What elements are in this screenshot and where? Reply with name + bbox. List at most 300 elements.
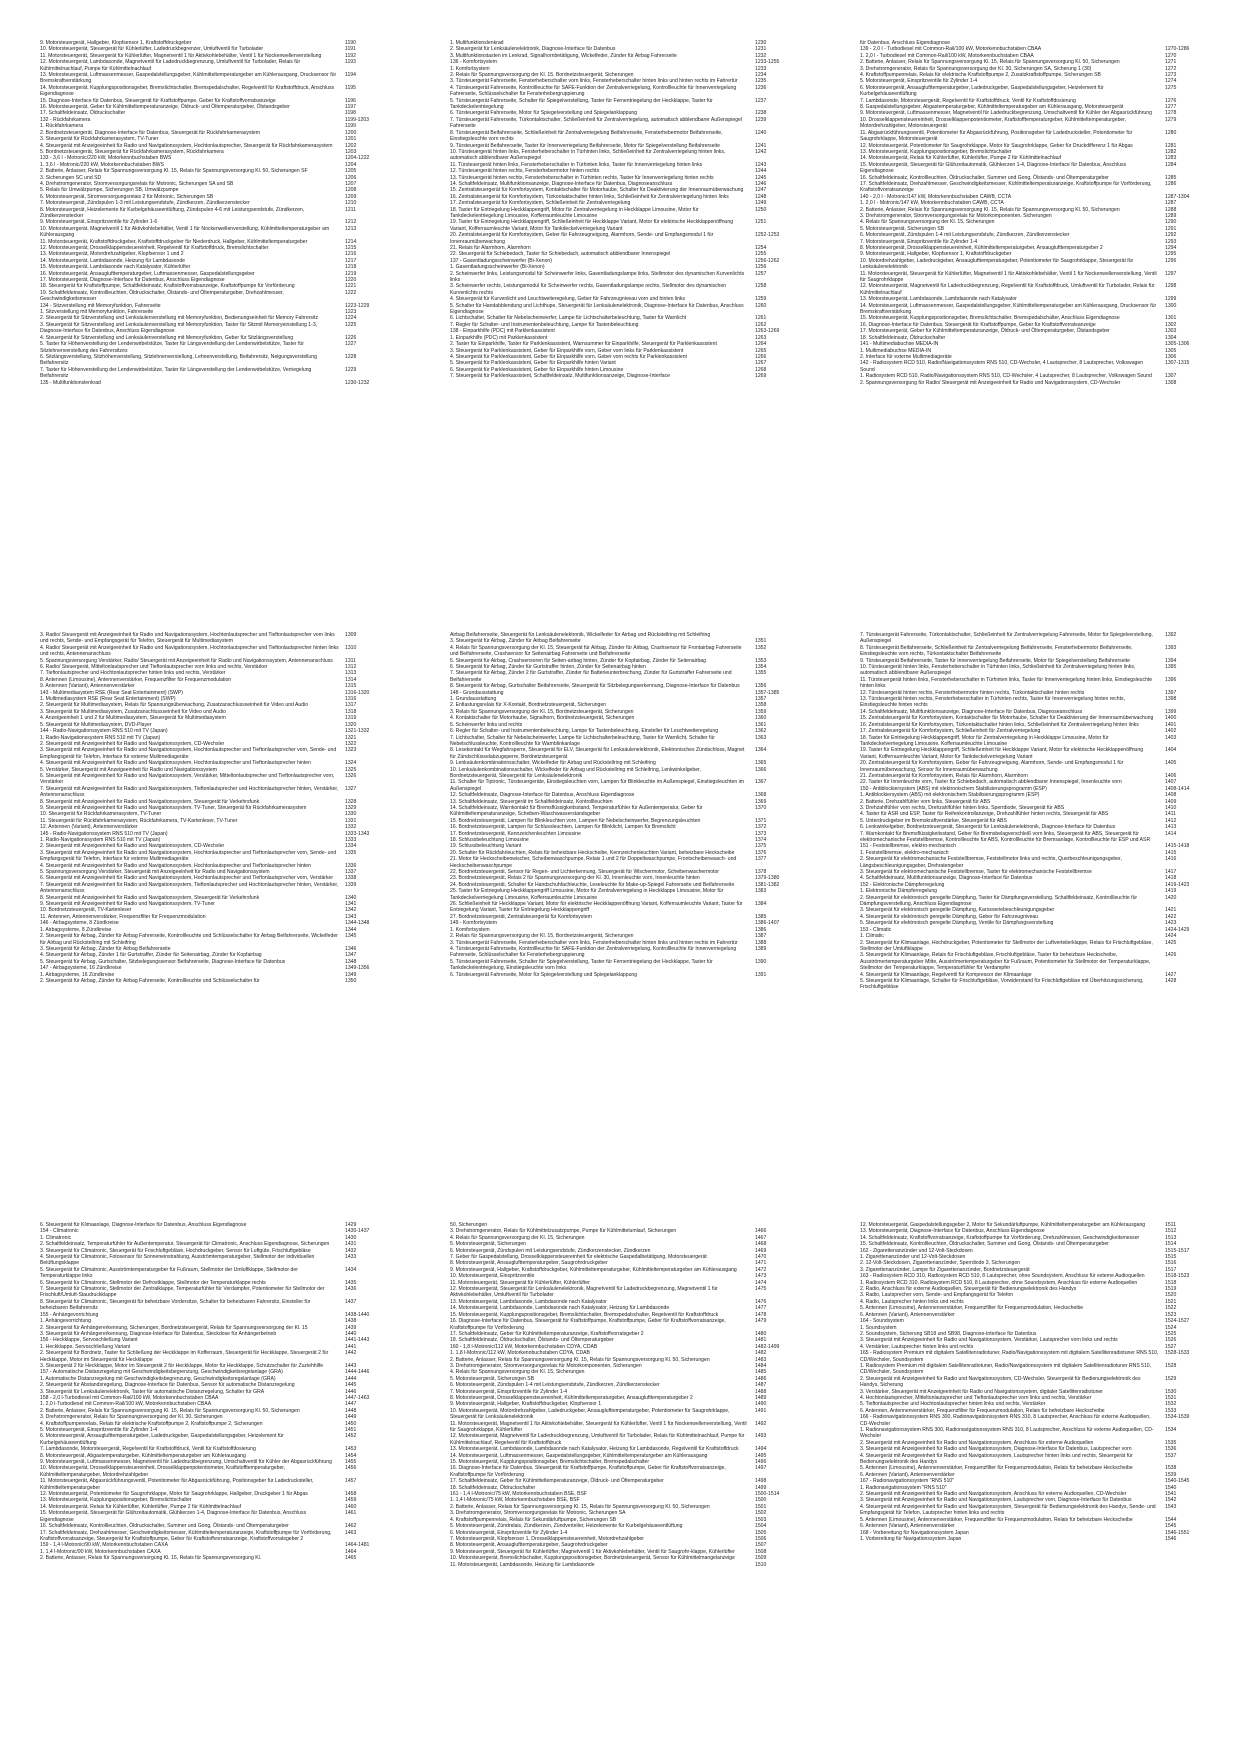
entry-page: 1282: [1165, 148, 1177, 155]
entry-page: 1496: [755, 1459, 767, 1466]
entry-page: 1230: [755, 40, 767, 46]
entry-title: 3. Drehstromgenerator, Relais für Spannungsversorgung der Kl. 30, Sicherungen SA, Sicherung 1 (30): [860, 65, 1092, 72]
entry-page: 1423: [1165, 920, 1177, 927]
index-entry: [40, 747, 395, 760]
entry-page: 1248: [755, 193, 767, 200]
index-entry: [40, 786, 395, 799]
entry-page: 1404: [1165, 747, 1177, 754]
entry-title: 2. Relais für Spannungsversorgung der Kl. 15, Bordnetzsteuergerät, Sicherungen: [450, 933, 634, 940]
entry-title: 18. Steuergerät für Kraftstoffpumpe, Schaltfeldeinsatz, Kraftstoffvorratsanzeige, Kraftstoffpumpe für Vorförderung: [40, 283, 295, 290]
entry-title: 4. Drehstromgenerator, Stromversorgungsrelais für Motronic, Sicherungen SA und SB: [40, 180, 234, 187]
entry-title: 10. Steuergerät für Rückfahrkamerasystem, TV-Tuner: [40, 811, 162, 818]
entry-page: 1295: [1165, 251, 1177, 258]
index-entry: [860, 380, 1215, 386]
entry-page: 1408-1414: [1165, 785, 1190, 792]
index-entry: [40, 1510, 395, 1523]
entry-page: 1274: [1165, 78, 1177, 85]
entry-title: 11. Motorsteuergerät, Steuergerät für Kühlerlüfter, Magnetventil 1 für Aktivkohlebehälter, Ventil 1 für Nockenwellenverstellung, Ventil für Saugrohrklappe: [860, 270, 1157, 284]
entry-title: 5. Spannungsversorgung Verstärker, Steuergerät mit Anzeigeeinheit für Radio und Navigationssystem: [40, 869, 270, 876]
entry-page: 1386-1407: [755, 920, 780, 927]
entry-title: 9. Motorsteuergerät, Hallgeber, Klopfsensor 1, Kraftstoffdruckgeber: [40, 40, 192, 46]
entry-title: 12. Türsteuergerät hinten rechts, Fensterhebermotor hinten rechts, Türkontaktschalter hinten rechts: [860, 689, 1085, 696]
entry-title: 19. Schlussbeleuchtung Variant: [450, 843, 522, 850]
entry-page: 1521: [1165, 1298, 1177, 1305]
index-entry: [40, 850, 395, 863]
entry-page: 1463: [345, 1529, 357, 1536]
index-entry: [860, 360, 1215, 373]
entry-title: 3. Steuergerät mit Anzeigeeinheit für Radio und Navigationssystem, Hochtonlautsprecher und Tieftonlautsprecher vorn, Sende- und Empfangsgerät für Telefon, Interface für externe Multimediageräte: [40, 849, 337, 863]
entry-title: 10. Türsteuergerät hinten links, Fensterheberschalter in Türhinten links, Schließeinheit für Zentralverriegelung hinten links, automatisch abblendbarer Außenspiegel: [860, 664, 1136, 677]
entry-page: 1455: [345, 1459, 357, 1466]
entry-title: 9. Türsteuergerät Beifahrerseite, Taster für Innenverriegelung Beifahrerseite, Motor für Spiegelverstellung Beifahrerseite: [860, 657, 1130, 664]
index-entry: [40, 1433, 395, 1446]
index-entry: [860, 895, 1215, 908]
entry-title: 15. Motorsteuergerät, Kupplungspositionsgeber, Bremslichtschalter, Bremspedalschalter: [450, 1459, 650, 1466]
entry-page: 1335: [345, 849, 357, 856]
entry-page: 1410: [1165, 804, 1177, 811]
entry-title: 13. Motorsteuergerät, Kupplungspositionsgeber, Bremslichtschalter: [40, 1497, 192, 1504]
entry-page: 1376: [755, 849, 767, 856]
entry-page: 1206: [345, 174, 357, 181]
index-entry: [860, 271, 1215, 284]
entry-page: 1256-1262: [755, 257, 780, 264]
entry-page: 1244: [755, 168, 767, 175]
entry-title: 5. Tieftonlautsprecher und Hochtonlautsprecher hinten links und rechts, Verstärker: [860, 1401, 1046, 1408]
entry-page: 1511: [1165, 1222, 1176, 1228]
entry-page: 1211: [345, 206, 356, 213]
entry-page: 1191: [345, 46, 356, 53]
entry-title: 1. Komfortsystem: [450, 926, 490, 933]
entry-title: 1. Elektronische Dämpferregelung: [860, 888, 938, 895]
entry-title: 1. 2,0 l-Turbodiesel mit Common-Rail/100 kW, Motorkennbuchstaben CBAA: [40, 1401, 212, 1408]
entry-title: 149 - Komfortsystem: [450, 920, 497, 927]
entry-page: 1216: [345, 251, 357, 258]
entry-title: 14. Motorsteuergerät, Luftmassenmesser, Gaspedalstellungsgeber, Kühlmitteltemperaturgeber am Kühlerausgang: [450, 1452, 708, 1459]
entry-page: 1266: [755, 353, 767, 360]
entry-title: 13. Türsteuergerät hinten rechts, Fensterheberschalter in Türhinten rechts, Taster für Innenverriegelung hinten rechts, Einstiegsleuchte hinten rechts: [860, 696, 1126, 709]
entry-title: 4. Steuergerät für elektronisch geregelte Dämpfung, Geber für Fahrzeugniveau: [860, 913, 1039, 920]
entry-title: 5. Steuergerät für Klimaanlage, Schalter für Frischluftgebläse, Vorwiderstand für Frischluftgebläse mit Überhitzungssicherung, Frischluftgebläse: [860, 977, 1144, 991]
entry-title: 3. Türsteuergerät Fahrerseite, Fensterheberschalter vorn links, Fensterheberschalter hinten links und hinten rechts im Fahrertür: [450, 78, 738, 85]
entry-page: 1365: [755, 760, 767, 767]
entry-page: 1297: [1165, 270, 1177, 277]
index-entry: [860, 645, 1215, 658]
index-entry: [860, 856, 1215, 869]
entry-page: 1540-1545: [1165, 1478, 1190, 1485]
entry-page: 1222: [345, 289, 357, 296]
entry-page: 1197: [345, 104, 356, 111]
entry-title: 5. Steuergerät für elektronisch geregelte Dämpfung, Ventile für Dämpfungsverstellung: [860, 920, 1054, 927]
entry-page: 1296: [1165, 257, 1177, 264]
entry-page: 1359: [755, 708, 767, 715]
entry-title: 10. Motorsteuergerät, Einspritzventile: [450, 1273, 535, 1280]
entry-title: 7. Tieftonlautsprecher und Hochtonlautsprecher hinten links und rechts, Verstärker: [40, 670, 226, 677]
entry-page: 1445: [345, 1382, 357, 1389]
entry-title: 5. Scheinwerfer links und rechts: [450, 721, 523, 728]
entry-title: 7. Taster für Höhenverstellung der Lendenwirbelstütze, Taster für Längsverstellung der Lendenwirbelstütze, Verriegelung Beifahrersitz: [40, 366, 312, 380]
entry-page: 1212: [345, 219, 357, 226]
index-entry: [450, 1286, 805, 1299]
entry-page: 1208: [345, 187, 357, 194]
entry-title: 146 - Airbagsysteme, 8 Zündkreise: [40, 920, 119, 927]
entry-title: 6. Regler für Schalter- und Instrumentenbeleuchtung, Lampe für Tastenbeleuchtung, Einsteller für Leuchtweiteregelung: [450, 728, 719, 735]
entry-page: 1403: [1165, 734, 1177, 741]
entry-page: 1326: [345, 772, 357, 779]
entry-title: 22. Steuergerät für Schiebedach, Taster für Schiebedach, automatisch abblendbarer Innenspiegel: [450, 251, 671, 258]
entry-page: 1500-1514: [755, 1491, 780, 1498]
entry-page: 1513: [1165, 1234, 1177, 1241]
entry-page: 1301: [1165, 315, 1177, 322]
entry-title: 3. Steuergerät mit Anzeigeeinheit für Radio und Navigationssystem, Verstärker, Lautsprecher vorn links und rechts: [860, 1337, 1118, 1344]
entry-title: 12. Antennen (Variant), Antennenverstärker: [40, 824, 138, 831]
entry-title: 2. Soundsystem, Sicherung SB18 und SB98, Diagnose-Interface für Datenbus: [860, 1330, 1037, 1337]
entry-page: 1454: [345, 1452, 357, 1459]
entry-page: 1433: [345, 1254, 357, 1261]
entry-page: 1198: [345, 110, 356, 117]
entry-title: 4. Steuergerät mit Anzeigeeinheit für Radio und Navigationssystem, Steuergerät für Bedienungselektronik des Handys, Sende- und Empfangsgerät für Telefon, Lautsprecher hinten links und rechts: [860, 1503, 1156, 1517]
entry-title: 1. Anhängevorrichtung: [40, 1318, 91, 1325]
entry-page: 1260: [755, 302, 767, 309]
entry-page: 1544: [1165, 1516, 1177, 1523]
entry-page: 1533: [1165, 1407, 1177, 1414]
entry-page: 1361: [755, 721, 767, 728]
entry-title: 7. Lichtschalter, Schalter für Nebelscheinwerfer, Lampe für Lichtschalterbeleuchtung, Taster für Warnlicht, Schalter für Nebelschlussleuchte, Kontrollleuchte für Warnblinkanlage: [450, 734, 716, 747]
entry-page: 1518-1523: [1165, 1273, 1190, 1280]
entry-page: 1261: [755, 315, 767, 322]
index-entry: [450, 1465, 805, 1478]
entry-page: 1546: [1165, 1535, 1177, 1542]
entry-title: 6. Antennen (Variant), Antennenverstärker: [860, 1311, 955, 1318]
entry-page: 1529: [1165, 1375, 1177, 1382]
entry-title: 3. Sicherungen SC und SD: [40, 174, 102, 181]
entry-page: 1411: [1165, 811, 1176, 818]
entry-title: 3. Steuergerät für Klimaanlage, Relais für Frischluftgebläse, Frischluftgebläse, Taster für beheizbare Heckscheibe, Ausströmertemperaturgeber Mitte, Ausströmertemperaturgeber für Fußraum, Potentiometer für Stellmotor der Temperaturklappe, Stellmotor der Temperaturklappe, Temperaturfühler für Verdampfer: [860, 952, 1151, 972]
entry-page: 1409: [1165, 798, 1177, 805]
index-entry: [450, 1408, 805, 1421]
entry-page: 1408: [1165, 792, 1177, 799]
entry-page: 1251: [755, 219, 767, 226]
entry-title: 2. Bordnetzsteuergerät, Diagnose-Interface für Datenbus, Steuergerät für Rückfahrkamerasystem: [40, 129, 260, 136]
entry-title: 9. Motorsteuergerät, Hallgeber, Kraftstoffdruckgeber, Kühlmitteltemperaturgeber, Kühlmitteltemperaturgeber am Kühlerausgang: [450, 1266, 737, 1273]
entry-page: 1427: [1165, 971, 1177, 978]
entry-page: 1360: [755, 715, 767, 722]
entry-title: 3. Steuergerät mit Anzeigeeinheit für Radio und Navigationssystem, Lautsprecher vorn, Diagnose-Interface für Datenbus: [860, 1497, 1132, 1504]
entry-title: 2. Steuergerät für Anhängererkennung, Sicherungen, Bordnetzsteuergerät, Relais für Spannungsversorgung der Kl. 15: [40, 1324, 308, 1331]
entry-page: 1392: [1165, 632, 1177, 638]
entry-title: 5. Motorsteuergerät, Einspritzventile für Zylinder 1-4: [860, 78, 978, 85]
entry-title: 15. Motorsteuergerät, Kupplungspositionsgeber, Bremslichtschalter, Bremspedalschalter, Regelventil für Kraftstoffdruck: [450, 1311, 719, 1318]
entry-title: 21. Motor für Heckscheibenwischer, Scheibenwaschpumpe, Relais 1 und 2 für Doppeltwaschpumpe, Frontscheibenwasch- und Heckscheibenwaschpumpe: [450, 856, 737, 869]
index-entry: [40, 322, 395, 335]
entry-page: 1532: [1165, 1401, 1177, 1408]
index-entry: [450, 670, 805, 683]
entry-page: 1255: [755, 251, 767, 258]
entry-page: 1277: [1165, 104, 1177, 111]
entry-title: 159 - 1,4 l-Motronic/90 kW, Motorkennbuchstaben CAXA: [40, 1542, 168, 1549]
entry-page: 1270: [1165, 52, 1177, 59]
entry-title: 3. Steuergerät für Airbag, Zünder für Airbag Beifahrerseite: [40, 945, 171, 952]
entry-page: 1405: [1165, 760, 1177, 767]
entry-title: 11. Motorsteuergerät, Abgasrückführungsventil, Potentiometer für Abgasrückführung, Positionsgeber für Ladedrucksteller, Kühlmitteltemperaturgeber: [40, 1478, 314, 1491]
entry-page: 1357: [755, 696, 767, 703]
entry-page: 1466: [755, 1228, 767, 1235]
entry-title: 5. Steuergerät für Airbag, Gurtschalter, Sitzbelegungssensor Beifahrerseite, Diagnose-Interface für Datenbus: [40, 958, 286, 965]
index-entry: [40, 72, 395, 85]
index-entry: [40, 380, 395, 386]
entry-title: 17. Motorsteuergerät, Geber für Kühlmitteltemperaturanzeige, Öldruck- und Öltemperaturgeber, Ölstandsgeber: [860, 328, 1110, 335]
entry-page: 1386: [755, 926, 767, 933]
entry-page: 1292: [1165, 232, 1177, 239]
entry-page: 1257: [755, 270, 767, 277]
index-entry: [40, 773, 395, 786]
entry-title: 18. Schlussbeleuchtung Limousine: [450, 837, 529, 843]
entry-title: 5. Steuergerät für Multimediasystem, DVD-Player: [40, 721, 152, 728]
entry-title: 14. Motorsteuergerät, Luftmassenmesser, Gaspedalstellungsgeber, Kühlmitteltemperaturgeber am Kühlerausgang, Drucksensor für Bremskraftverstärkung: [860, 302, 1157, 316]
entry-page: 1471: [755, 1260, 767, 1267]
entry-page: 1201: [345, 136, 357, 143]
entry-title: 1. Multimediabuchse MEDIA-IN: [860, 347, 932, 354]
entry-page: 1239: [755, 116, 767, 123]
index-column-2: [450, 632, 805, 978]
entry-page: 1230-1232: [345, 379, 370, 386]
entry-page: 1486: [755, 1375, 767, 1382]
entry-title: 4. Steuergerät mit Anzeigeeinheit für Radio und Navigationssystem, Hochtonlautsprecher und Tieftonlautsprecher hinten: [40, 862, 311, 869]
entry-title: 3. Scheinwerfer rechts, Leistungsmodul für Scheinwerfer rechts, Gasentladungslampe rechts, Stellmotor des dynamischen Kurvenlichts rechts: [450, 283, 727, 296]
entry-title: 11. Türsteuergerät hinten links, Fensterheberschalter in Türhinten links, Taster für Innenverriegelung hinten links: [450, 161, 703, 168]
entry-page: 1280: [1165, 129, 1177, 136]
entry-page: 1487: [755, 1382, 767, 1389]
entry-page: 1430: [345, 1234, 357, 1241]
entry-title: 14. Motorsteuergerät, Relais für Kühlerlüfter, Kühlerlüfter, Pumpe 2 für Kühlmittelnachlauf: [40, 1503, 242, 1510]
entry-page: 1506: [755, 1535, 767, 1542]
entry-title: 5. Relais für Umwälzpumpe, Sicherungen SB, Umwälzpumpe: [40, 187, 179, 194]
index-column-1: [40, 40, 395, 386]
entry-page: 1476: [755, 1298, 767, 1305]
entry-title: 4. Steuergerät mit Anzeigeeinheit für Radio und Navigationssystem, Hochtonlautsprecher und Tieftonlautsprecher hinten: [40, 760, 311, 767]
entry-page: 1517: [1165, 1266, 1177, 1273]
entry-page: 1317: [345, 702, 357, 709]
entry-title: 12. Motorsteuergerät, Lambdasonde, Magnetventil für Ladedruckbegrenzung, Umluftventil für Turbolader, Relais für Kühlmittelnachlauf, Pumpe für Kühlmittelnachlauf: [40, 59, 301, 72]
entry-title: 2. Batterie, Anlasser, Relais für Spannungsversorgung Kl. 15, Relais für Spannungsversorgung Kl. 50, Sicherungen: [450, 1356, 710, 1363]
entry-title: 1. Zigarettenanzünder und 12-Volt-Steckdosen: [860, 1254, 966, 1261]
entry-page: 1259: [755, 296, 767, 303]
entry-page: 1501: [755, 1503, 767, 1510]
entry-page: 1294: [1165, 245, 1177, 251]
entry-page: 1321-1332: [345, 728, 370, 735]
entry-title: 14. Schaltfeldeinsatz, Multifunktionsanzeige, Diagnose-Interface für Datenbus, Diagnoseanschluss: [450, 180, 673, 187]
entry-title: 2. Steuergerät für Klimaanlage, Hochdruckgeber, Potentiometer für Stellmotor der Luftverteilerklappe, Relais für Frischluftgebläse, Stellmotor der Umluftklappe: [860, 939, 1153, 952]
entry-title: 7. Geber für Gaspedalstellung, Drosselklappensteuereinheit für elektrische Gaspedalbetätigung, Motorsteuergerät: [450, 1254, 707, 1261]
entry-page: 1325: [345, 766, 357, 773]
entry-title: 1. Multimediasystem RSE (Rear Seat Entertainment) (SWP): [40, 696, 176, 703]
entry-page: 1462: [345, 1523, 357, 1530]
entry-page: 1375: [755, 843, 767, 850]
entry-title: 13. Motorsteuergerät, Lambdasonde, Lambdasonde nach Katalysator: [860, 296, 1017, 303]
entry-page: 1349: [345, 971, 357, 978]
entry-page: 1505: [755, 1529, 767, 1536]
entry-page: 1333-1343: [345, 830, 370, 837]
entry-page: 1472: [755, 1266, 767, 1273]
entry-page: 1231: [755, 46, 767, 53]
entry-title: 1. 1,4 l-Motronic/75 kW, Motorkennbuchstaben BSE, BSF: [450, 1497, 580, 1504]
index-entry: [860, 747, 1215, 760]
entry-title: 7. Motorsteuergerät, Klopfsensor 1, Drosselklappensteuereinheit, Motordrehzahlgeber: [450, 1535, 644, 1542]
entry-title: 7. Regler für Schalter- und Instrumentenbeleuchtung, Lampe für Tastenbeleuchtung: [450, 321, 639, 328]
entry-page: 1469: [755, 1247, 767, 1254]
entry-title: 4. Steuergerät für Airbag, Zünder 1 für Gurtstraffer, Zünder für Seitenairbag, Zünder für Kopfairbag: [40, 952, 262, 959]
entry-title: 135 - Multifunktionslenkrad: [40, 379, 101, 386]
entry-title: 1. Antiblockiersystem (ABS) mit elektronischem Stabilisierungsprogramm (ESP): [860, 792, 1040, 799]
entry-title: 9. Antennen (Variant), Antennenverstärker: [40, 683, 135, 690]
entry-page: 1286: [1165, 180, 1177, 187]
entry-page: 1324: [345, 760, 357, 767]
entry-title: 2. Batterie, Anlasser, Relais für Spannungsversorgung Kl. 15, Relais für Spannungsversorgung Kl. 50, Sicherungen SF: [40, 168, 308, 175]
entry-title: 12. Motorsteuergerät, Gaspedalstellungsgeber 2, Motor für Sekundärluftpumpe, Kühlmitteltemperaturgeber am Kühlerausgang: [860, 1222, 1146, 1228]
entry-page: 1366: [755, 766, 767, 773]
entry-page: 1374: [755, 837, 767, 843]
entry-page: 1330: [345, 811, 357, 818]
entry-title: 6. Steuergerät für Parklenkassistent, Geber für Einparkhilfe hinten Limousine: [450, 366, 624, 373]
entry-page: 1540: [1165, 1484, 1177, 1491]
entry-title: 17. Bordnetzsteuergerät, Kennzeichenleuchten Limousine: [450, 830, 581, 837]
entry-page: 1249: [755, 200, 767, 207]
entry-title: 7. Steuergerät mit Anzeigeeinheit für Radio und Navigationssystem, Tieftonlautsprecher und Hochtonlautsprecher hinten, Verstärker, Antennenanschluss: [40, 881, 339, 895]
entry-page: 1526: [1165, 1337, 1177, 1344]
entry-title: 6. Motorsteuergerät, Ansauglufttemperaturgeber, Ladedruckgeber, Gaspedalstellungsgeber, Heizelement für Kurbelgehäuseentlüftung: [40, 1433, 284, 1446]
index-column-2: [450, 40, 805, 380]
entry-title: 6. Türsteuergerät Fahrerseite, Motor für Spiegelverstellung und Spiegelanklappung: [450, 110, 638, 117]
entry-page: 1457: [345, 1478, 357, 1485]
entry-title: 17. Schaltfeldeinsatz, Geber für Kühlmitteltemperaturanzeige, Öldruck- und Öltemperaturgeber: [450, 1478, 664, 1485]
entry-title: 2. Steuergerät für Multimediasystem, Relais für Spannungsüberwachung, Zusatzanschlussseinheit für Video und Audio: [40, 702, 309, 709]
entry-page: 1229: [345, 366, 357, 373]
entry-title: 15. Zentralsteuergerät für Komfortsystem, Kontaktschalter für Motorhaube, Schalter für Deaktivierung der Innenraumüberwachung: [450, 187, 744, 194]
entry-page: 1546-1551: [1165, 1529, 1190, 1536]
entry-page: 1345: [345, 933, 357, 940]
entry-page: 1347: [345, 952, 357, 959]
entry-page: 1458: [345, 1491, 357, 1498]
entry-page: 1339: [345, 881, 357, 888]
entry-title: 3. Verstärker, Steuergerät mit Anzeigeeinheit für Radio und Navigationssystem, digitaler Satellitenradiotuner: [860, 1388, 1103, 1395]
entry-page: 1459: [345, 1497, 357, 1504]
entry-title: 5. Motorsteuergerät, Sicherungen SB: [450, 1375, 535, 1382]
entry-title: 152 - Elektronische Dämpferregelung: [860, 881, 945, 888]
entry-page: 1194: [345, 72, 356, 79]
index-entry: [860, 1363, 1215, 1376]
entry-title: 5. Steuergerät für Airbag, Crashsensoren für Seiten-airbag hinten, Zünder für Kopfairbag, Zünder für Seitenairbag: [450, 657, 706, 664]
entry-page: 1536: [1165, 1446, 1177, 1453]
entry-page: 1543: [1165, 1503, 1177, 1510]
entry-title: 6. Steuergerät mit Anzeigeeinheit für Radio und Navigationssystem, Verstärker, Mitteltonlautsprecher und Tieftonlautsprecher vorn, Verstärker: [40, 772, 335, 786]
entry-page: 1190: [345, 40, 356, 46]
entry-page: 1269: [755, 373, 767, 380]
entry-page: 1395: [1165, 664, 1177, 671]
entry-page: 1425: [1165, 939, 1177, 946]
entry-title: 3. Steuergerät für elektronisch geregelte Dämpfung, Karosseriebeschleunigungsgeber: [860, 907, 1055, 914]
entry-page: 1522: [1165, 1305, 1177, 1312]
entry-page: 1287: [1165, 200, 1177, 207]
entry-title: 2. Entlastungsrelais für X-Kontakt, Bordnetzsteuergerät, Sicherungen: [450, 702, 607, 709]
index-entry: [860, 940, 1215, 953]
entry-title: 15. Motorsteuergerät, Steuergerät für Glühzeitautomatik, Glühkerzen 1-4, Diagnose-Interface für Datenbus, Anschluss Eigendiagnose: [40, 1510, 307, 1523]
entry-title: 5. Unterdruckgeber im Bremskraftverstärker, Steuergerät für ABS: [860, 817, 1007, 824]
entry-page: 1299: [1165, 296, 1177, 303]
entry-title: 5. Antennen (Limousine), Antennenverstärker, Frequenzfilter für Frequenzmodulation, Heckscheibe: [860, 1305, 1084, 1312]
entry-title: 18. Taster für Entriegelung Heckklappengriff, Motor für Zentralverriegelung in Heckklappe Limousine, Motor für Tankdeckelentriegelung Limousine, Kofferraumleuchte Limousine: [450, 206, 699, 219]
entry-title: 14. Motorsteuergerät, Lambdasonde, Heizung für Lambdasonde: [40, 257, 185, 264]
entry-page: 1401: [1165, 721, 1177, 728]
entry-page: 1247: [755, 187, 767, 194]
entry-title: 6. Steuergerät mit Anzeigeeinheit für Radio und Navigationssystem, Hochtonlautsprecher und Tieftonlautsprecher vorn, Verstärker: [40, 875, 334, 882]
index-entry: [450, 283, 805, 296]
entry-title: 2. Steuergerät für elektromechanische Feststellbremse, Feststellmotor links und rechts, Querbeschleunigungsgeber, Längsbeschleunigungsgeber, Drehratengeber: [860, 856, 1122, 869]
entry-page: 1288: [1165, 206, 1177, 213]
entry-page: 1417: [1165, 869, 1177, 876]
entry-title: 27. Bordnetzsteuergerät, Zentralsteuergerät für Komfortsystem: [450, 913, 592, 920]
entry-page: 1289: [1165, 212, 1177, 219]
entry-page: 1421: [1165, 907, 1177, 914]
entry-page: 1357-1385: [755, 689, 780, 696]
index-entry: [860, 303, 1215, 316]
entry-page: 1418: [1165, 875, 1177, 882]
index-band-2: [40, 632, 1220, 1192]
entry-page: 1483: [755, 1356, 767, 1363]
entry-page: 1209: [345, 193, 357, 200]
entry-page: 1363: [755, 734, 767, 741]
entry-title: 24. Bordnetzsteuergerät, Schalter für Handschuhfachleuchte, Leseleuchte für Make-up-Spiegel Fahrerseite und Beifahrerseite: [450, 881, 735, 888]
entry-title: 13. Motorsteuergerät, Lambdasonde, Lambdasonde nach Katalysator, Heizung für Lambdasonde, Regelventil für Kraftstoffdruck: [450, 1446, 739, 1453]
entry-title: 3. Steuergerät mit Anzeigeeinheit für Radio und Navigationssystem, Diagnose-Interface für Datenbus, Lautsprecher vorn: [860, 1446, 1132, 1453]
entry-title: 3. Drehzahlfühler vorn rechts, Drehzahlfühler hinten links, Sperrdiode, Steuergerät für ABS: [860, 804, 1065, 811]
entry-title: 14. Motorsteuergerät, Kupplungspositionsgeber, Bremslichtschalter, Bremspedalschalter, Regelventil für Kraftstoffdruck, Anschluss Eigendiagnose: [40, 84, 335, 98]
entry-page: 1291: [1165, 225, 1177, 232]
entry-title: 5. Steuergerät für Parklenkassistent, Geber für Einparkhilfe hinten Variant: [450, 360, 616, 367]
entry-page: 1272: [1165, 65, 1177, 72]
entry-page: 1213: [345, 225, 357, 232]
entry-title: 8. Türsteuergerät Beifahrerseite, Schließeinheit für Zentralverriegelung Beifahrerseite, Fensterhebermotor Beifahrerseite, Einstiegsleuchte vorn rechts: [450, 129, 723, 143]
index-entry: [40, 645, 395, 658]
index-entry: [450, 645, 805, 658]
entry-page: 1238: [755, 110, 767, 117]
index-entry: [40, 1350, 395, 1363]
entry-page: 1400: [1165, 715, 1177, 722]
entry-page: 1450: [345, 1420, 357, 1427]
entry-title: 167 - Radionavigationssystem "RNS 510": [860, 1478, 954, 1485]
entry-page: 1502: [755, 1510, 767, 1517]
entry-title: 8. Motorsteuergerät, Abgastemperaturgeber, Kühlmitteltemperaturgeber am Kühlerausgang: [40, 1452, 246, 1459]
index-entry: [860, 1350, 1215, 1363]
entry-title: 10. Motordrehzahlgeber, Ladedruckgeber, Ansauglufttemperaturgeber, Potentiometer für Saugrohrklappe, Steuergerät für Lenksäulenelektronik: [860, 257, 1134, 271]
entry-title: 141 - Multimediabuchse MEDIA-IN: [860, 341, 939, 348]
entry-title: 5. Türsteuergerät Fahrerseite, Schalter für Spiegelverstellung, Taster für Fernentriegelung der Heckklappe, Taster für Tankdeckelentriegelung: [450, 97, 713, 111]
entry-page: 1207: [345, 180, 357, 187]
entry-page: 1415-1418: [1165, 843, 1190, 850]
index-entry: [860, 664, 1215, 677]
entry-title: 1. Komfortsystem: [450, 65, 490, 72]
entry-title: 12. Motorsteuergerät, Potentiometer für Saugrohrklappe, Motor für Saugrohrklappe, Hallgeber, Druckgeber 1 für Abgas: [40, 1491, 308, 1498]
entry-title: 9. Steuergerät mit Anzeigeeinheit für Radio und Navigationssystem, TV-Tuner, Steuergerät für Rückfahrkamerasystem: [40, 804, 307, 811]
entry-title: 160 - 1,8 l-Motronic/112 kW, Motorkennbuchstaben CDYA, CDAB: [450, 1343, 598, 1350]
entry-page: 1302: [1165, 321, 1177, 328]
entry-title: 17. Schaltfeldeinsatz, Öldruckschalter: [40, 110, 126, 117]
entry-title: 6. Motorsteuergerät, Stromversorgungsrelais 2 für Motronic, Sicherungen SB: [40, 193, 214, 200]
entry-title: 7. Steuergerät mit Anzeigeeinheit für Radio und Navigationssystem, Tieftonlautsprecher und Hochtonlautsprecher hinten, Verstärker, Antennenanschluss: [40, 785, 339, 799]
entry-page: 1312: [345, 664, 357, 671]
index-entry: [450, 85, 805, 98]
entry-title: 8. Türsteuergerät Beifahrerseite, Schließeinheit für Zentralverriegelung Beifahrerseite, Fensterhebermotor Beifahrerseite, Einstiegsleuchte vorn rechts, Türkontaktschalter Beifahrerseite: [860, 644, 1133, 658]
index-entry: [450, 767, 805, 780]
entry-page: 1226: [345, 334, 357, 341]
